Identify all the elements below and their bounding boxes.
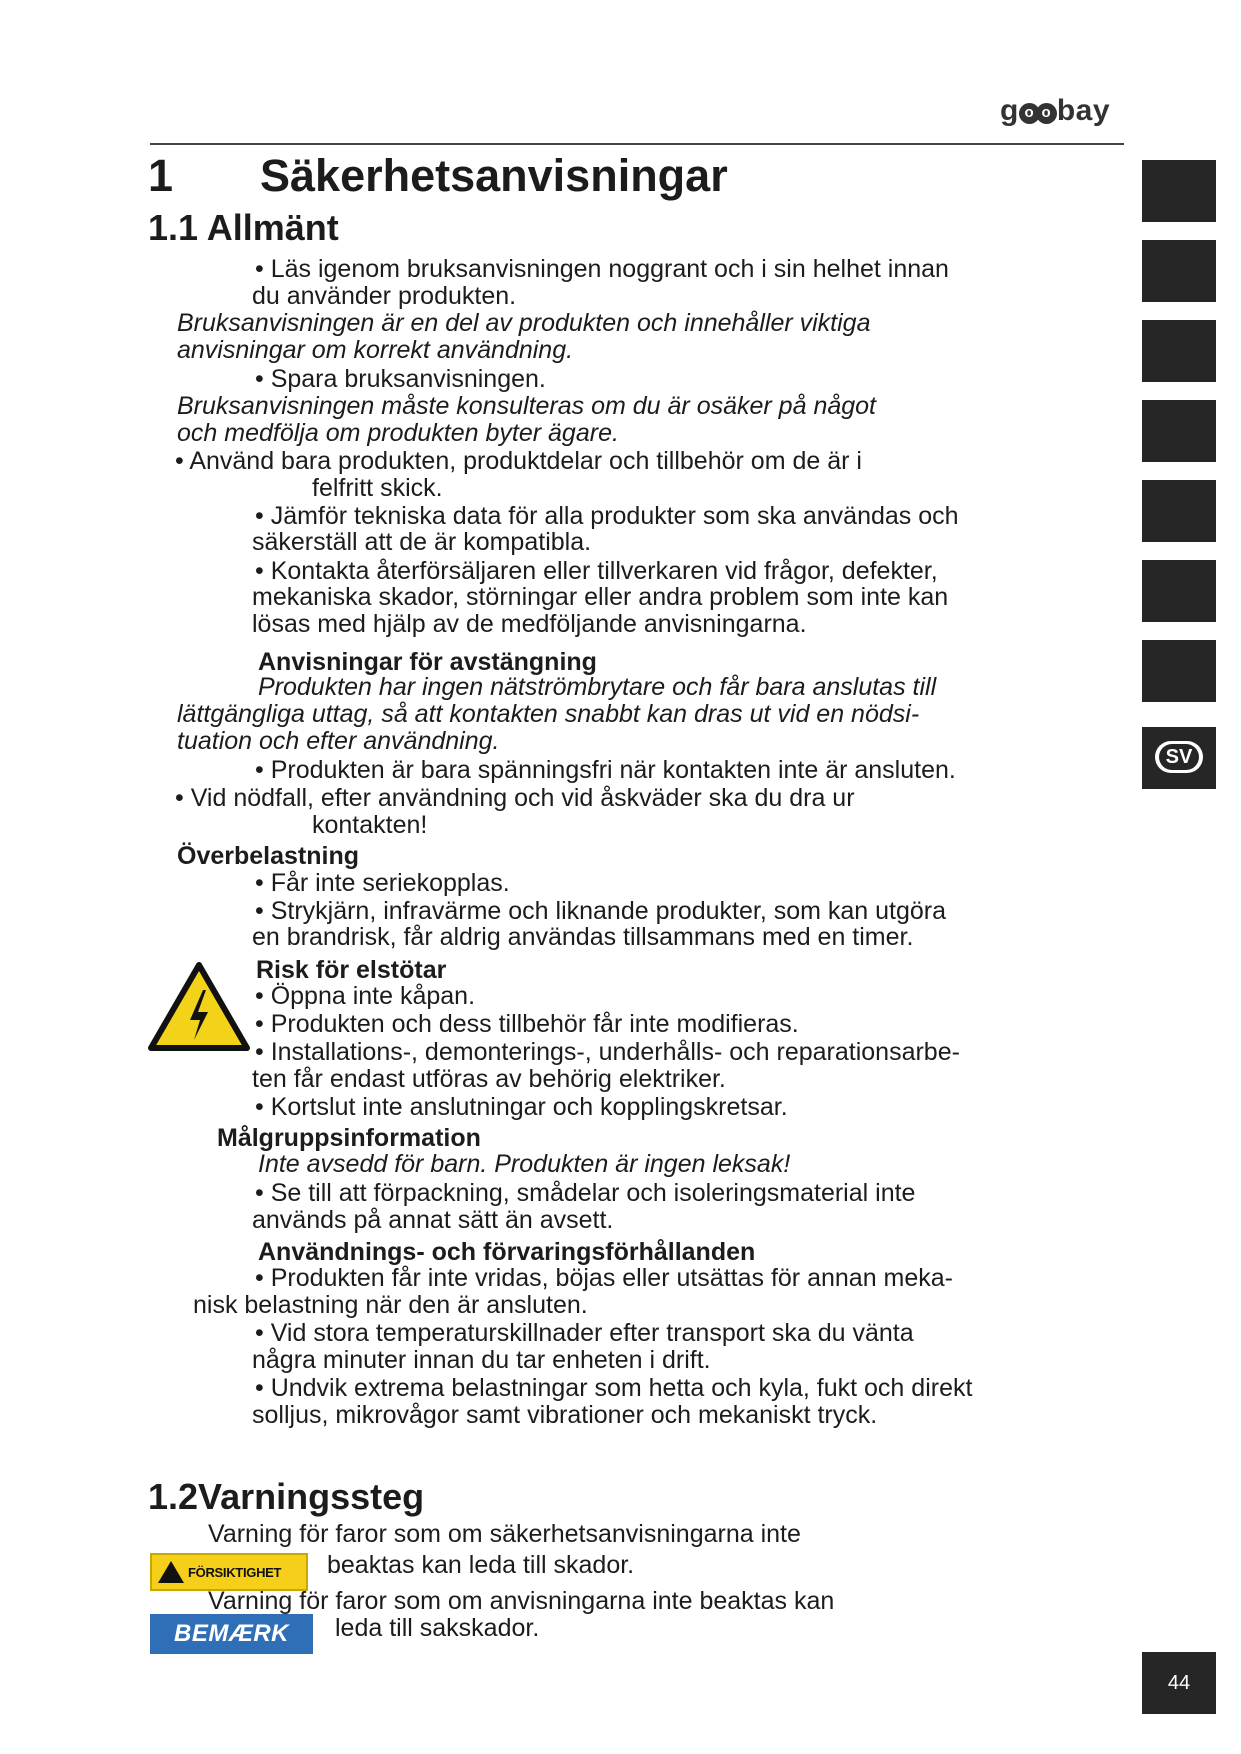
bullet-line: • Produkten och dess tillbehör får inte modifieras.	[255, 1010, 799, 1038]
bullet-line: • Öppna inte kåpan.	[255, 982, 476, 1010]
bullet-line: • Läs igenom bruksanvisningen noggrant och i sin helhet innan	[255, 255, 949, 283]
text-line: du använder produkten.	[252, 282, 517, 310]
subsection-title: 1.2Varningssteg	[148, 1476, 425, 1517]
caution-label-text: FÖRSIKTIGHET	[188, 1564, 282, 1580]
goobay-logo: g o o bay	[1000, 94, 1111, 127]
text-line: nisk belastning när den är ansluten.	[193, 1291, 588, 1319]
text-line: solljus, mikrovågor samt vibrationer och mekaniskt tryck.	[252, 1401, 878, 1429]
text-line: felfritt skick.	[312, 474, 443, 502]
text-line: säkerställ att de är kompatibla.	[252, 528, 592, 556]
language-tab[interactable]	[1142, 160, 1216, 222]
section-title: Säkerhetsanvisningar	[260, 150, 728, 201]
italic-line: Inte avsedd för barn. Produkten är ingen leksak!	[258, 1150, 791, 1178]
text-line: några minuter innan du tar enheten i drift.	[252, 1346, 711, 1374]
bullet-line: • Vid stora temperaturskillnader efter transport ska du vänta	[255, 1319, 914, 1347]
bullet-line: • Kontakta återförsäljaren eller tillverkaren vid frågor, defekter,	[255, 557, 938, 585]
header-rule	[150, 143, 1124, 145]
text-line: kontakten!	[312, 811, 428, 839]
italic-line: lättgängliga uttag, så att kontakten snabbt kan dras ut vid en nödsi-	[177, 700, 920, 728]
language-tab[interactable]	[1142, 480, 1216, 542]
language-code: SV	[1159, 744, 1199, 770]
italic-line: tuation och efter användning.	[177, 727, 500, 755]
language-tab[interactable]	[1142, 400, 1216, 462]
bullet-line: • Spara bruksanvisningen.	[255, 365, 546, 393]
page-number: 44	[1142, 1652, 1216, 1714]
electric-shock-warning-icon	[148, 962, 250, 1052]
language-tab[interactable]	[1142, 640, 1216, 702]
subheading-target-group: Målgruppsinformation	[217, 1124, 481, 1152]
text-line: ten får endast utföras av behörig elektriker.	[252, 1065, 726, 1093]
bullet-line: • Strykjärn, infravärme och liknande produkter, som kan utgöra	[255, 897, 947, 925]
note-description: leda till sakskador.	[335, 1614, 540, 1642]
section-number: 1	[148, 150, 174, 201]
subheading-usage-storage: Användnings- och förvaringsförhållanden	[258, 1238, 756, 1266]
text-line: lösas med hjälp av de medföljande anvisningarna.	[252, 610, 807, 638]
italic-line: Bruksanvisningen måste konsulteras om du är osäker på något	[177, 392, 876, 420]
bullet-line: • Får inte seriekopplas.	[255, 869, 510, 897]
bullet-line: • Kortslut inte anslutningar och kopplingskretsar.	[255, 1093, 788, 1121]
italic-line: Bruksanvisningen är en del av produkten och innehåller viktiga	[177, 309, 871, 337]
note-description: Varning för faror som om anvisningarna inte beaktas kan	[208, 1587, 835, 1615]
italic-line: anvisningar om korrekt användning.	[177, 336, 574, 364]
bullet-line: • Installations-, demonterings-, underhålls- och reparationsarbe-	[255, 1038, 960, 1066]
bullet-line: • Produkten är bara spänningsfri när kontakten inte är ansluten.	[255, 756, 956, 784]
italic-line: Produkten har ingen nätströmbrytare och får bara anslutas till	[258, 673, 937, 701]
caution-label	[150, 1553, 308, 1591]
italic-line: och medfölja om produkten byter ägare.	[177, 419, 619, 447]
language-tab[interactable]	[1142, 560, 1216, 622]
bullet-line: • Använd bara produkten, produktdelar och tillbehör om de är i	[175, 447, 862, 475]
subheading-shutdown: Anvisningar för avstängning	[258, 648, 597, 676]
language-tab[interactable]	[1142, 240, 1216, 302]
bullet-line: • Jämför tekniska data för alla produkter som ska användas och	[255, 502, 959, 530]
text-line: en brandrisk, får aldrig användas tillsammans med en timer.	[252, 923, 914, 951]
bullet-line: • Vid nödfall, efter användning och vid åskväder ska du dra ur	[175, 784, 855, 812]
note-label-text: BEMÆRK	[174, 1620, 289, 1647]
bullet-line: • Produkten får inte vridas, böjas eller utsättas för annan meka-	[255, 1264, 953, 1292]
subheading-electric-shock: Risk för elstötar	[256, 956, 447, 984]
logo-o-icon: o	[1036, 103, 1057, 124]
language-badge	[1155, 741, 1203, 773]
language-tab[interactable]	[1142, 320, 1216, 382]
caution-description: beaktas kan leda till skador.	[327, 1551, 635, 1579]
subheading-overload: Överbelastning	[177, 842, 359, 870]
logo-o-icon: o	[1019, 103, 1040, 124]
text-line: används på annat sätt än avsett.	[252, 1206, 614, 1234]
caution-description: Varning för faror som om säkerhetsanvisningarna inte	[208, 1520, 801, 1548]
bullet-line: • Se till att förpackning, smådelar och isoleringsmaterial inte	[255, 1179, 916, 1207]
bullet-line: • Undvik extrema belastningar som hetta och kyla, fukt och direkt	[255, 1374, 973, 1402]
text-line: mekaniska skador, störningar eller andra problem som inte kan	[252, 583, 949, 611]
subsection-title: 1.1 Allmänt	[148, 207, 339, 248]
warning-triangle-icon	[158, 1561, 184, 1583]
note-label	[150, 1614, 313, 1654]
